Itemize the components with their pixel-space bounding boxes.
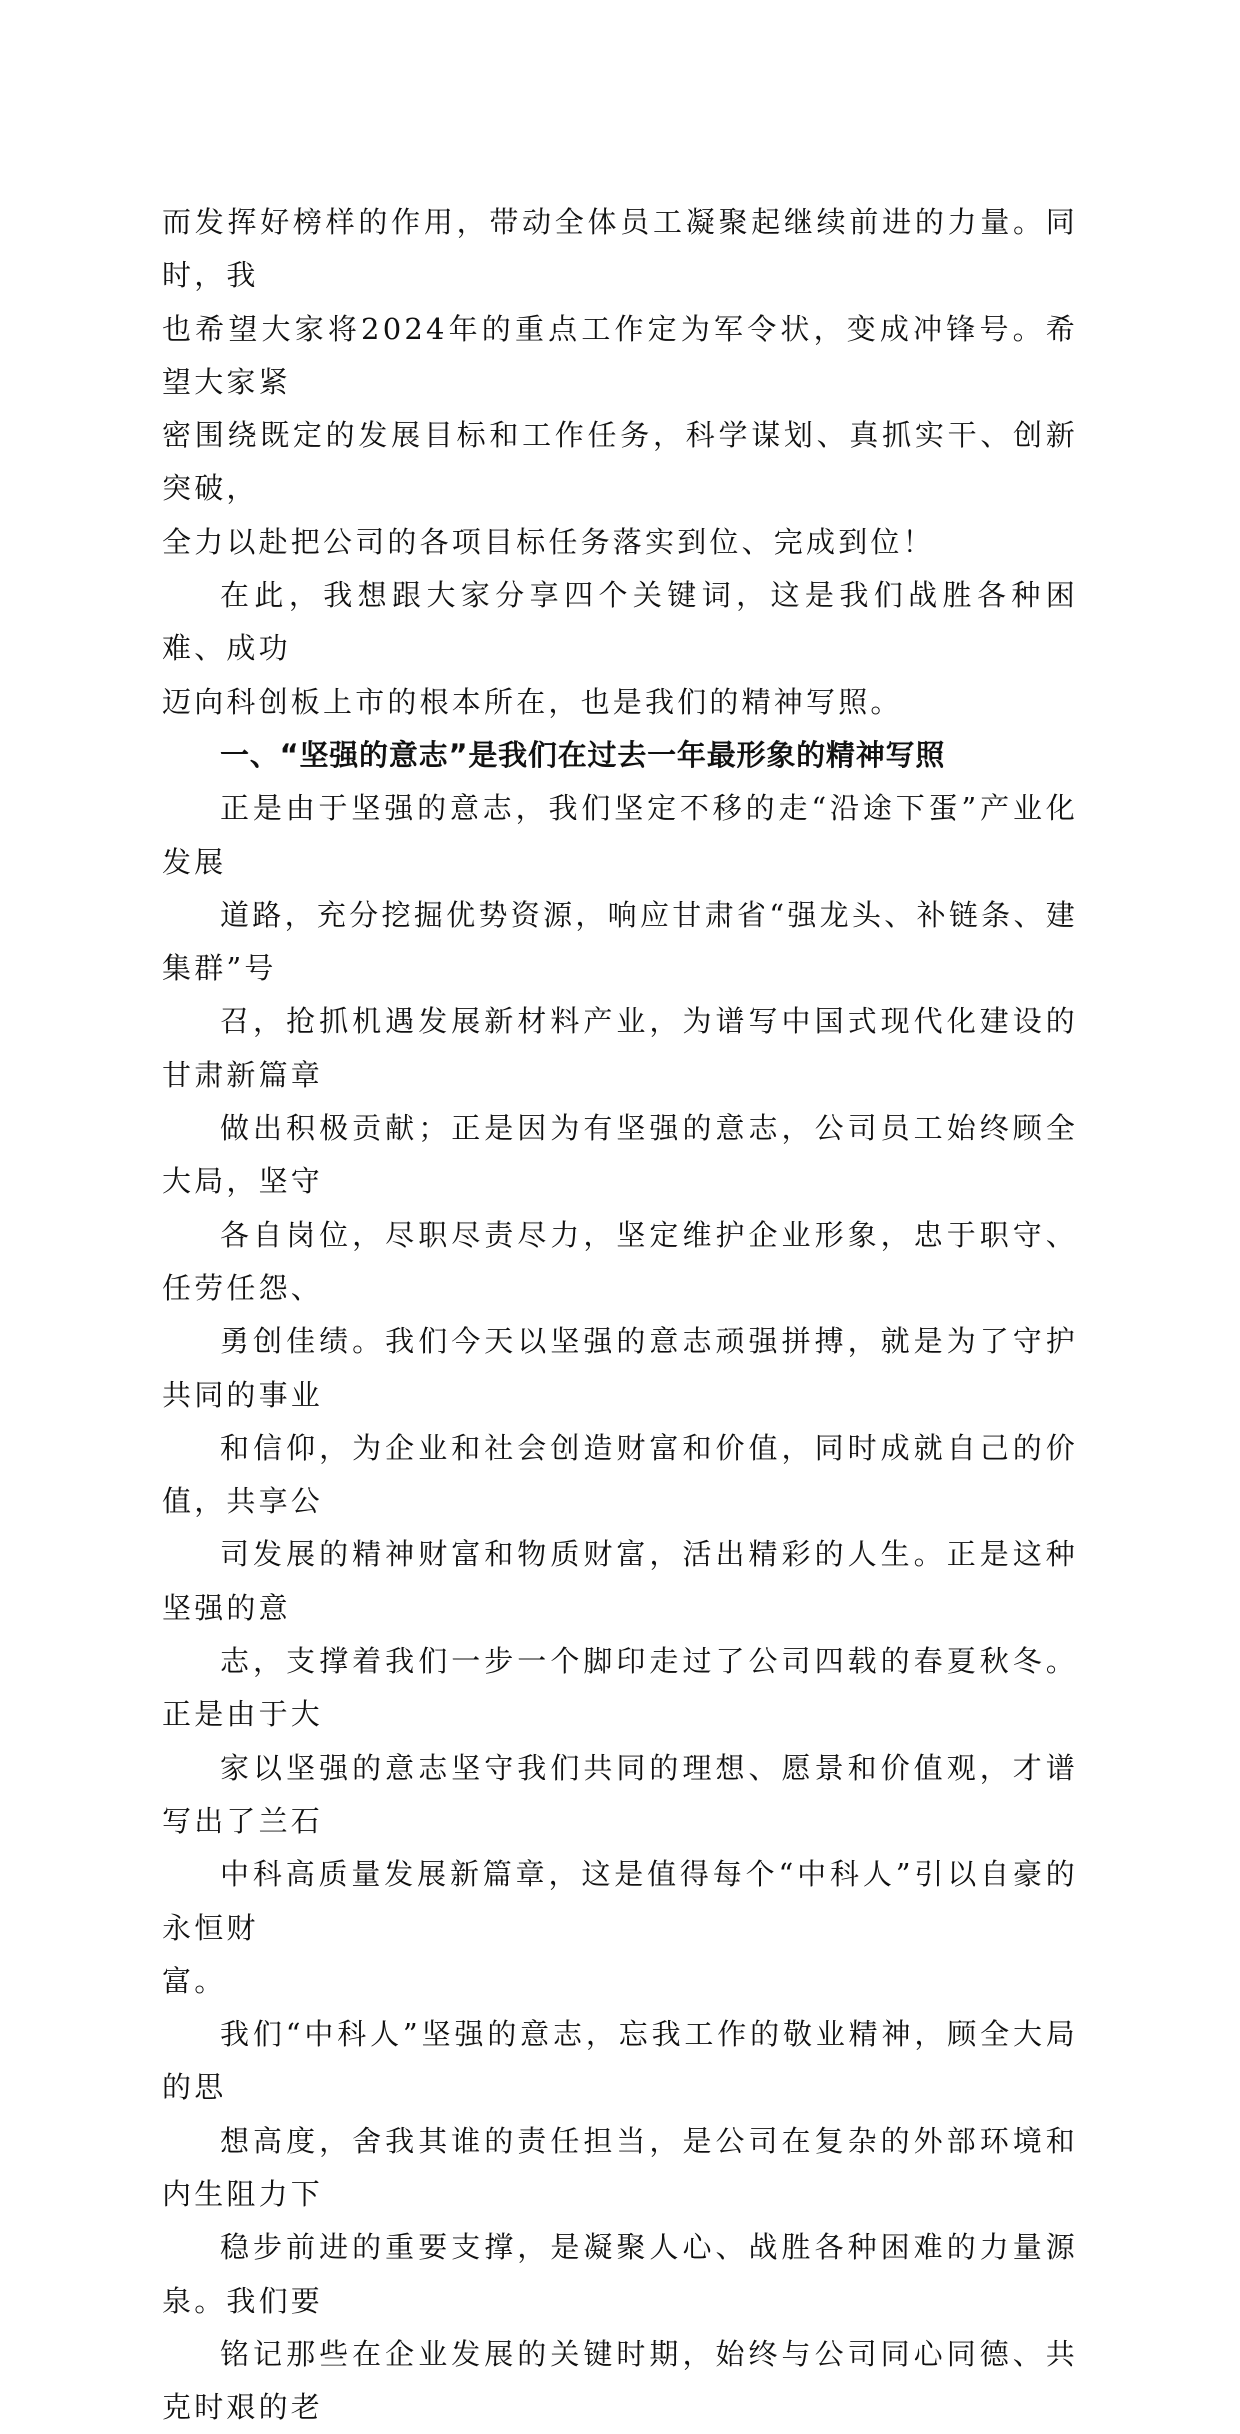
text-line: 稳步前进的重要支撑，是凝聚人心、战胜各种困难的力量源泉。我们要	[162, 2230, 1078, 2318]
text-line: 密围绕既定的发展目标和工作任务，科学谋划、真抓实干、创新突破，	[162, 418, 1078, 506]
text-line: 铭记那些在企业发展的关键时期，始终与公司同心同德、共克时艰的老	[162, 2336, 1078, 2425]
text-line: 志，支撑着我们一步一个脚印走过了公司四载的春夏秋冬。正是由于大	[162, 1644, 1078, 1732]
text-line: 召，抢抓机遇发展新材料产业，为谱写中国式现代化建设的甘肃新篇章	[162, 1004, 1078, 1092]
document-page	[162, 196, 1078, 2434]
paragraph-intro	[162, 569, 1078, 729]
text-line: 我们“中科人”坚强的意志，忘我工作的敬业精神，顾全大局的思	[162, 2017, 1078, 2105]
paragraph-body-2	[162, 2008, 1078, 2434]
text-line: 中科高质量发展新篇章，这是值得每个“中科人”引以自豪的永恒财	[162, 1857, 1078, 1945]
text-line: 做出积极贡献；正是因为有坚强的意志，公司员工始终顾全大局，坚守	[162, 1111, 1078, 1199]
text-line: 迈向科创板上市的根本所在，也是我们的精神写照。	[162, 684, 903, 719]
text-line: 富。	[162, 1963, 227, 1998]
text-line: 道路，充分挖掘优势资源，响应甘肃省“强龙头、补链条、建集群”号	[162, 897, 1078, 986]
paragraph-continuation	[162, 196, 1078, 569]
text-line: 正是由于坚强的意志，我们坚定不移的走“沿途下蛋”产业化发展	[162, 791, 1078, 879]
text-line: 在此，我想跟大家分享四个关键词，这是我们战胜各种困难、成功	[162, 578, 1078, 666]
text-line: 和信仰，为企业和社会创造财富和价值，同时成就自己的价值，共享公	[162, 1430, 1078, 1519]
text-line: 想高度，舍我其谁的责任担当，是公司在复杂的外部环境和内生阻力下	[162, 2123, 1078, 2211]
text-line: 全力以赴把公司的各项目标任务落实到位、完成到位！	[162, 524, 935, 559]
paragraph-body-1	[162, 782, 1078, 2008]
text-line: 各自岗位，尽职尽责尽力，坚定维护企业形象，忠于职守、任劳任怨、	[162, 1217, 1078, 1305]
section-heading-text: 一、“坚强的意志”是我们在过去一年最形象的精神写照	[220, 737, 946, 772]
section-heading-1	[162, 729, 1078, 782]
text-line: 司发展的精神财富和物质财富，活出精彩的人生。正是这种坚强的意	[162, 1537, 1078, 1625]
text-line: 家以坚强的意志坚守我们共同的理想、愿景和价值观，才谱写出了兰石	[162, 1750, 1078, 1838]
text-line: 而发挥好榜样的作用，带动全体员工凝聚起继续前进的力量。同时，我	[162, 205, 1078, 293]
text-line: 勇创佳绩。我们今天以坚强的意志顽强拼搏，就是为了守护共同的事业	[162, 1324, 1078, 1412]
text-line: 也希望大家将2024年的重点工作定为军令状，变成冲锋号。希望大家紧	[162, 311, 1078, 399]
